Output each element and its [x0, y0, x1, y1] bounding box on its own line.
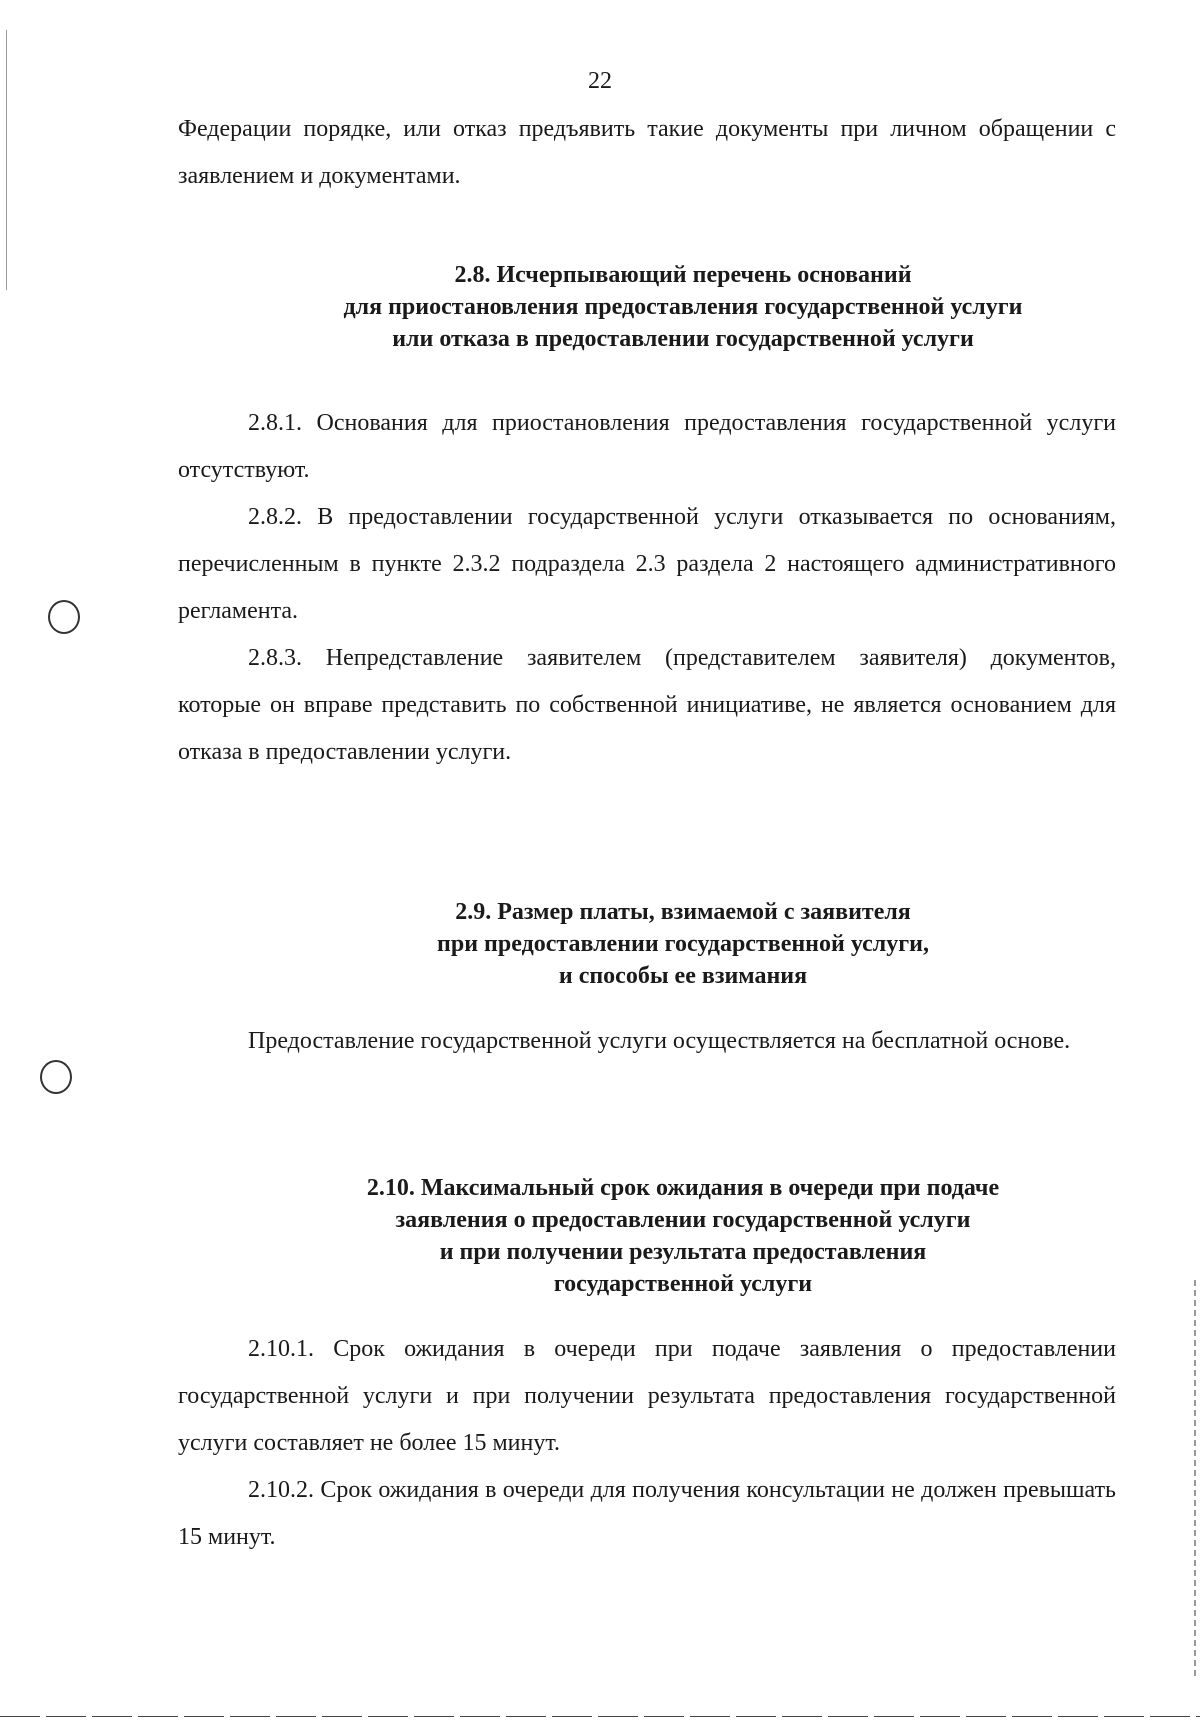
paragraph-2-9: Предоставление государственной услуги осуществляется на бесплатной основе.	[248, 1028, 1071, 1054]
page-number: 22	[588, 68, 612, 94]
section-2-8-body	[178, 400, 1116, 776]
punch-hole-icon	[40, 1060, 72, 1094]
paragraph-2-10-2: 2.10.2. Срок ожидания в очереди для получения консультации не должен превышать 15 минут.	[178, 1477, 1116, 1550]
heading-line: и при получении результата предоставления	[439, 1239, 927, 1265]
heading-line: государственной услуги	[553, 1271, 813, 1297]
scan-edge-bottom	[0, 1716, 1200, 1717]
section-2-8-heading	[178, 259, 1188, 355]
heading-line: 2.10. Максимальный срок ожидания в очереди при подаче	[366, 1175, 1000, 1201]
heading-line: при предоставлении государственной услуги,	[437, 931, 929, 957]
heading-line: 2.9. Размер платы, взимаемой с заявителя	[455, 899, 911, 925]
paragraph-2-8-1: 2.8.1. Основания для приостановления предоставления государственной услуги отсутствуют.	[178, 410, 1116, 483]
intro-block	[178, 106, 1116, 200]
section-2-9-body	[178, 1018, 1116, 1065]
paragraph-2-10-1: 2.10.1. Срок ожидания в очереди при подаче заявления о предоставлении государственной услуги и при получении результата предоставления государственной услуги составляет не более 15 минут.	[178, 1336, 1116, 1456]
paragraph-2-8-2: 2.8.2. В предоставлении государственной услуги отказывается по основаниям, перечисленным в пункте 2.3.2 подраздела 2.3 раздела 2 настоящего административного регламента.	[178, 504, 1116, 624]
heading-line: заявления о предоставлении государственной услуги	[395, 1207, 971, 1233]
section-2-9-heading	[178, 896, 1188, 992]
heading-line: и способы ее взимания	[558, 963, 808, 989]
section-2-10-body	[178, 1326, 1116, 1561]
heading-line: для приостановления предоставления государственной услуги	[343, 294, 1023, 320]
heading-line: 2.8. Исчерпывающий перечень оснований	[454, 262, 912, 288]
heading-line: или отказа в предоставлении государственной услуги	[392, 326, 974, 352]
section-2-10-heading	[178, 1172, 1188, 1300]
paragraph-2-8-3: 2.8.3. Непредставление заявителем (представителем заявителя) документов, которые он вправе представить по собственной инициативе, не является основанием для отказа в предоставлении услуги.	[178, 645, 1116, 765]
intro-paragraph: Федерации порядке, или отказ предъявить такие документы при личном обращении с заявлением и документами.	[178, 116, 1116, 189]
punch-hole-icon	[48, 600, 80, 634]
scan-edge-right	[1194, 1280, 1196, 1680]
